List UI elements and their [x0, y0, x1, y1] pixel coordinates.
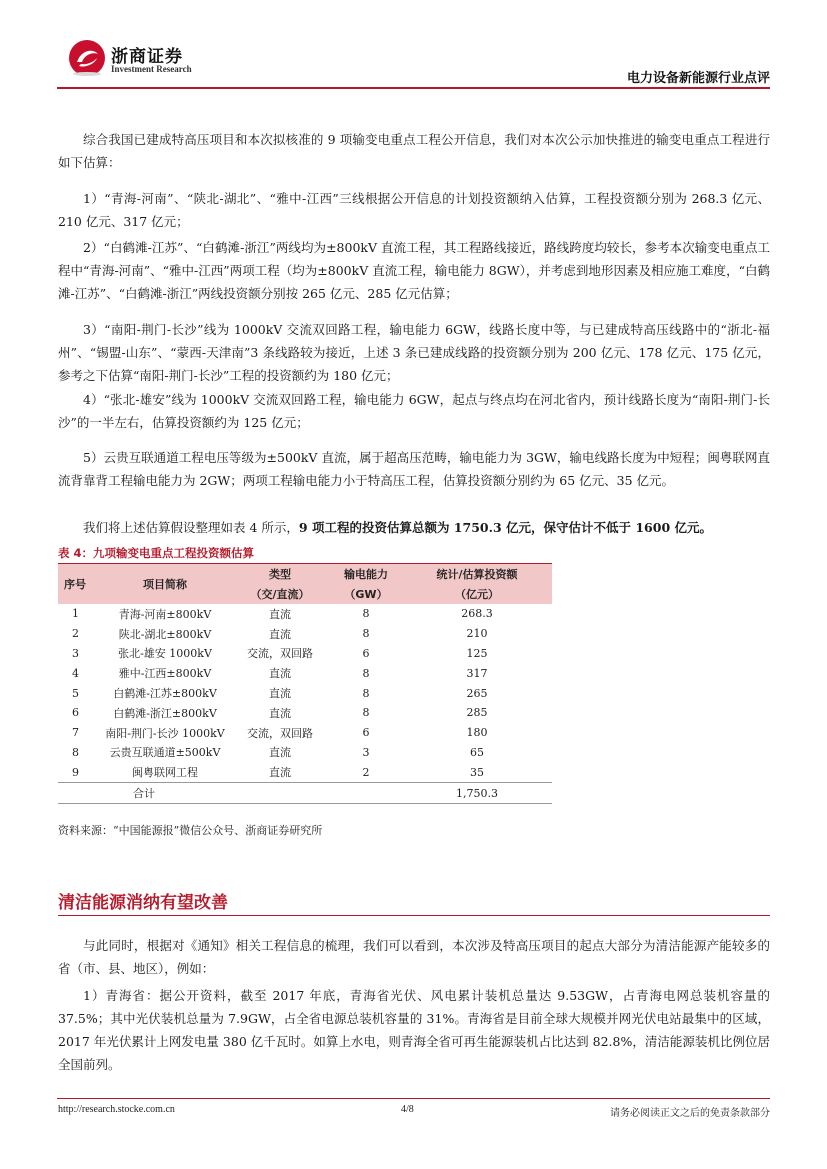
section-paragraph-1: 与此同时，根据对《通知》相关工程信息的梳理，我们可以看到，本次涉及特高压项目的起点大部分为清洁能源产能较多的省（市、县、地区），例如：	[58, 938, 770, 976]
table-title: 表 4：九项输变电重点工程投资额估算	[58, 546, 255, 560]
footer-disclaimer: 请务必阅读正文之后的免责条款部分	[610, 1108, 770, 1119]
cell-investment: 65	[470, 745, 484, 759]
cell-capacity: 8	[362, 686, 370, 700]
estimate-item-5: 5）云贵互联通道工程电压等级为±500kV 直流，属于超高压范畴，输电能力为 3GW，输电线路长度为中短程；闽粤联网直流背靠背工程输电能力为 2GW；两项工程输电能力小于特高压工程，估算投资额分别约为 65 亿元、35 亿元。	[58, 450, 770, 488]
cell-capacity: 8	[362, 706, 370, 720]
table-total-row	[58, 783, 552, 804]
cell-seq: 1	[72, 607, 79, 621]
cell-type: 直流	[269, 667, 291, 681]
section-heading: 清洁能源消纳有望改善	[58, 893, 228, 913]
investment-table	[58, 564, 552, 804]
cell-investment: 125	[466, 646, 488, 660]
cell-name: 云贵互联通道±500kV	[109, 746, 221, 760]
cell-name: 青海-河南±800kV	[118, 607, 212, 621]
estimate-item-2: 2）“白鹤滩-江苏”、“白鹤滩-浙江”两线均为±800kV 直流工程，其工程路线接近，路线跨度均较长，参考本次输变电重点工程中“青海-河南”、“雅中-江西”两项工程（均为±800kV 直流工程，输电能力 8GW），并考虑到地形因素及相应施工难度，“白鹤滩-江苏”、“白鹤滩-浙江”两线投资额分别按 265 亿元、285 亿元估算；	[58, 240, 770, 301]
table-row	[58, 683, 552, 703]
estimate-item-4: 4）“张北-雄安”线为 1000kV 交流双回路工程，输电能力 6GW，起点与终点均在河北省内，预计线路长度为“南阳-荆门-长沙”的一半左右，估算投资额约为 125 亿元；	[58, 392, 770, 430]
cell-type: 直流	[269, 687, 291, 701]
cell-type: 直流	[269, 746, 291, 760]
cell-name: 闽粤联网工程	[132, 766, 198, 780]
cell-type: 直流	[269, 766, 291, 780]
estimate-item-3: 3）“南阳-荆门-长沙”线为 1000kV 交流双回路工程，输电能力 6GW，线路长度中等，与已建成特高压线路中的“浙北-福州”、“锡盟-山东”、“蒙西-天津南”3 条线路较为接近，上述 3 条已建成线路的投资额分别为 200 亿元、178 亿元、175 亿元，参考之下估算“南阳-荆门-长沙”工程的投资额约为 180 亿元；	[58, 322, 770, 383]
cell-investment: 285	[466, 706, 488, 720]
table-row	[58, 723, 552, 743]
cell-investment: 180	[466, 726, 488, 740]
header-investment-unit: （亿元）	[402, 584, 552, 604]
cell-investment: 317	[466, 666, 488, 680]
cell-name: 白鹤滩-浙江±800kV	[113, 706, 217, 720]
report-category-title: 电力设备新能源行业点评	[626, 71, 770, 86]
cell-name: 雅中-江西±800kV	[118, 667, 212, 681]
header-type: 类型	[230, 564, 330, 584]
table-row	[58, 703, 552, 723]
section-paragraph-2: 1）青海省：据公开资料，截至 2017 年底，青海省光伏、风电累计装机总量达 9.53GW，占青海电网总装机容量的 37.5%；其中光伏装机总量为 7.9GW，占全省电源总装机容量的 31%。青海省是目前全球大规模并网光伏电站最集中的区域，2017 年光伏累计上网发电量 380 亿千瓦时。如算上水电，则青海全省可再生能源装机占比达到 82.8%，清洁能源装机比例位居全国前列。	[58, 988, 770, 1072]
logo-text-en: Investment Research	[111, 64, 192, 74]
cell-seq: 7	[72, 726, 79, 740]
cell-seq: 8	[72, 745, 79, 759]
cell-capacity: 3	[362, 745, 370, 759]
cell-type: 直流	[269, 607, 291, 621]
cell-investment: 210	[466, 627, 488, 641]
cell-seq: 5	[72, 686, 79, 700]
cell-investment: 35	[470, 765, 484, 779]
cell-seq: 3	[72, 646, 79, 660]
header-type-unit: （交/直流）	[230, 584, 330, 604]
table-row	[58, 663, 552, 683]
summary-highlight: 9 项工程的投资估算总额为 1750.3 亿元，保守估计不低于 1600 亿元。	[298, 520, 712, 535]
total-value: 1,750.3	[402, 783, 552, 804]
table-source-note: 资料来源：“中国能源报”微信公众号、浙商证券研究所	[58, 824, 323, 837]
header-investment: 统计/估算投资额	[402, 564, 552, 584]
section-divider	[58, 915, 770, 916]
cell-capacity: 8	[362, 627, 370, 641]
cell-seq: 2	[72, 627, 79, 641]
footer-divider	[57, 1098, 770, 1099]
cell-seq: 9	[72, 765, 79, 779]
intro-paragraph: 综合我国已建成特高压项目和本次拟核准的 9 项输变电重点工程公开信息，我们对本次公示加快推进的输变电重点工程进行如下估算：	[58, 132, 770, 170]
total-label: 合计	[58, 783, 230, 804]
header-divider	[57, 87, 770, 89]
logo-text-cn: 浙商证券	[111, 47, 183, 67]
cell-capacity: 8	[362, 666, 370, 680]
cell-type: 直流	[269, 706, 291, 720]
cell-seq: 4	[72, 666, 79, 680]
cell-name: 白鹤滩-江苏±800kV	[113, 687, 217, 701]
table-row	[58, 762, 552, 782]
cell-capacity: 2	[362, 765, 370, 779]
cell-name: 陕北-湖北±800kV	[118, 627, 212, 641]
cell-investment: 268.3	[461, 607, 493, 621]
cell-name: 南阳-荆门-长沙 1000kV	[105, 726, 225, 740]
table-header-row	[58, 564, 552, 584]
header-seq: 序号	[58, 564, 100, 604]
cell-type: 交流，双回路	[247, 647, 313, 661]
cell-capacity: 8	[362, 607, 370, 621]
footer-url-link[interactable]: http://research.stocke.com.cn	[58, 1104, 175, 1115]
cell-investment: 265	[466, 686, 488, 700]
logo-mark-icon	[67, 38, 107, 78]
table-row	[58, 624, 552, 644]
company-logo	[67, 38, 197, 80]
summary-paragraph	[58, 516, 770, 539]
page-number: 4/8	[401, 1104, 414, 1115]
cell-capacity: 6	[362, 726, 370, 740]
header-name: 项目简称	[100, 564, 230, 604]
cell-type: 直流	[269, 627, 291, 641]
header-capacity-unit: （GW）	[330, 584, 402, 604]
table-row	[58, 644, 552, 664]
header-capacity: 输电能力	[330, 564, 402, 584]
cell-seq: 6	[72, 706, 79, 720]
summary-text: 我们将上述估算假设整理如表 4 所示，	[83, 520, 299, 535]
cell-type: 交流，双回路	[247, 726, 313, 740]
table-row	[58, 604, 552, 624]
cell-name: 张北-雄安 1000kV	[118, 647, 212, 661]
table-row	[58, 743, 552, 763]
cell-capacity: 6	[362, 646, 370, 660]
estimate-item-1: 1）“青海-河南”、“陕北-湖北”、“雅中-江西”三线根据公开信息的计划投资额纳入估算，工程投资额分别为 268.3 亿元、210 亿元、317 亿元；	[58, 191, 770, 229]
